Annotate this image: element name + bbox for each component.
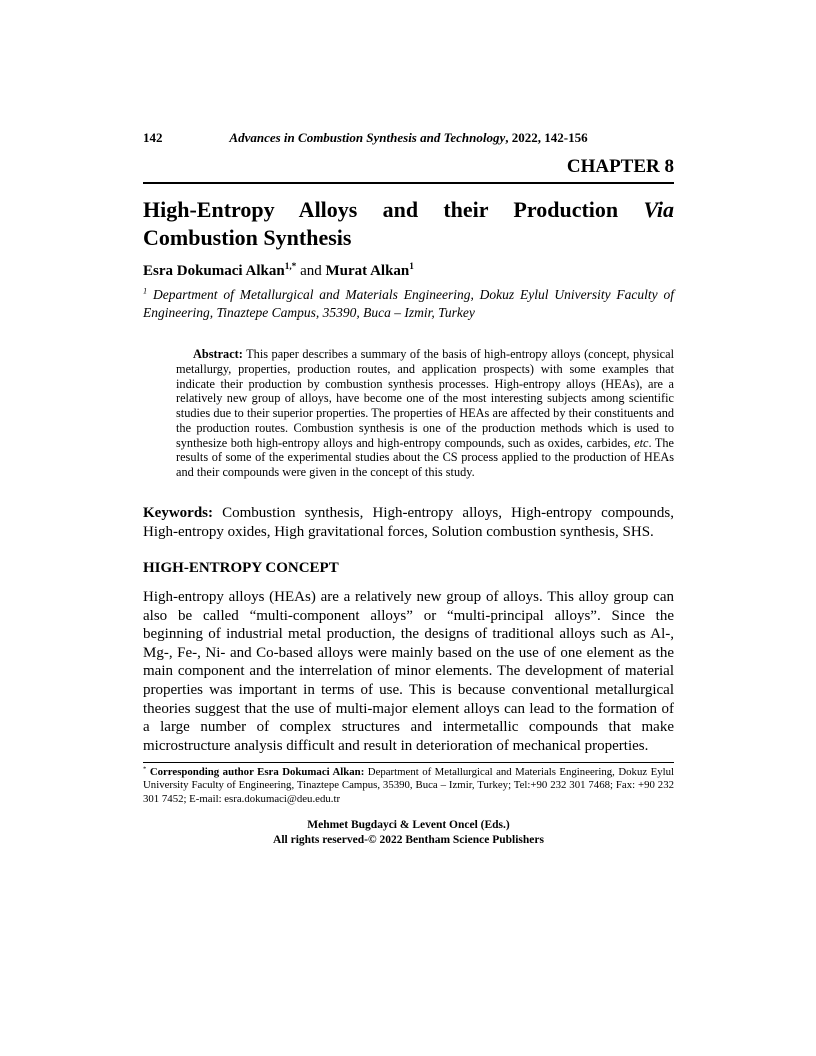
footer-editors: Mehmet Bugdayci & Levent Oncel (Eds.) [307, 818, 510, 831]
affiliation-text: Department of Metallurgical and Materials Engineering, Dokuz Eylul University Faculty of Engineering, Tinaztepe Campus, 35390, Buca – Izmir, Turkey [143, 287, 674, 320]
title-line-1 [143, 196, 674, 224]
footnote-marker: * [143, 765, 147, 773]
keywords [143, 504, 674, 542]
running-head [143, 130, 674, 146]
keywords-text: Combustion synthesis, High-entropy alloys, High-entropy compounds, High-entropy oxides, High gravitational forces, Solution combustion synthesis, SHS. [143, 504, 674, 540]
title-line-2: Combustion Synthesis [143, 224, 352, 250]
affiliation [143, 286, 674, 321]
author-2: Murat Alkan [325, 263, 410, 279]
page-footer [143, 818, 674, 848]
author-1-superscript: 1,* [284, 262, 297, 272]
footer-rights: All rights reserved-© 2022 Bentham Science Publishers [273, 833, 544, 846]
author-1: Esra Dokumaci Alkan [143, 263, 285, 279]
body-paragraph: High-entropy alloys (HEAs) are a relatively new group of alloys. This alloy group can also be called “multi-component alloys” or “multi-principal alloys”. Since the beginning of industrial metal production, the designs of traditional alloys such as Al-, Mg-, Fe-, Ni- and Co-based alloys were mainly based on the use of one element as the main component and the interrelation of minor elements. The development of material properties was important in terms of use. This is because conventional metallurgical theories suggest that the use of multi-major element alloys can lead to the formation of a large number of complex structures and intermetallic compounds that make microstructure analysis difficult and result in deterioration of mechanical properties. [143, 588, 674, 754]
chapter-heading [143, 156, 674, 184]
abstract-text-1: This paper describes a summary of the basis of high-entropy alloys (concept, physical metallurgy, properties, production routes, and application prospects) with some examples that indicate their production by combustion synthesis processes. High-entropy alloys (HEAs), are a relatively new group of alloys, have become one of the most interesting subjects among scientific studies due to their superior properties. The properties of HEAs are affected by their constituents and the production routes. Combustion synthesis is one of the production methods which is used to synthesize both high-entropy alloys and high-entropy compounds, such as oxides, carbides, [176, 347, 674, 450]
title-line-1-text: High-Entropy Alloys and their Production [143, 197, 619, 222]
keywords-label: Keywords: [143, 504, 213, 521]
chapter-label: CHAPTER 8 [566, 156, 674, 177]
section-heading: HIGH-ENTROPY CONCEPT [143, 559, 339, 576]
affiliation-superscript: 1 [143, 286, 148, 296]
authors-line [143, 263, 674, 280]
abstract-label: Abstract: [193, 347, 243, 362]
authors-connector: and [296, 263, 326, 279]
running-head-journal: Advances in Combustion Synthesis and Technology [229, 130, 506, 145]
footnote-bold: Corresponding author Esra Dokumaci Alkan: [146, 766, 365, 779]
author-2-superscript: 1 [409, 262, 414, 272]
footnote-text: Department of Metallurgical and Materials Engineering, Dokuz Eylul University Faculty of Engineering, Tinaztepe Campus, 35390, Buca – Izmir, Turkey; Tel:+90 232 301 7468; Fax: +90 232 301 7452; E-mail: esra.dokumaci@deu.edu.tr [143, 766, 674, 805]
page-number: 142 [143, 130, 163, 145]
page-header [143, 130, 674, 147]
abstract-etc: etc [634, 435, 649, 450]
footnote [143, 762, 674, 806]
abstract-text-2: . The results of some of the experimental studies about the CS process applied to the production of HEAs and their compounds were given in the concept of this study. [176, 435, 674, 480]
title-line-1-via: Via [643, 197, 675, 222]
paper-title [143, 196, 674, 251]
running-head-issue: , 2022, 142-156 [505, 130, 588, 145]
abstract [176, 347, 674, 480]
